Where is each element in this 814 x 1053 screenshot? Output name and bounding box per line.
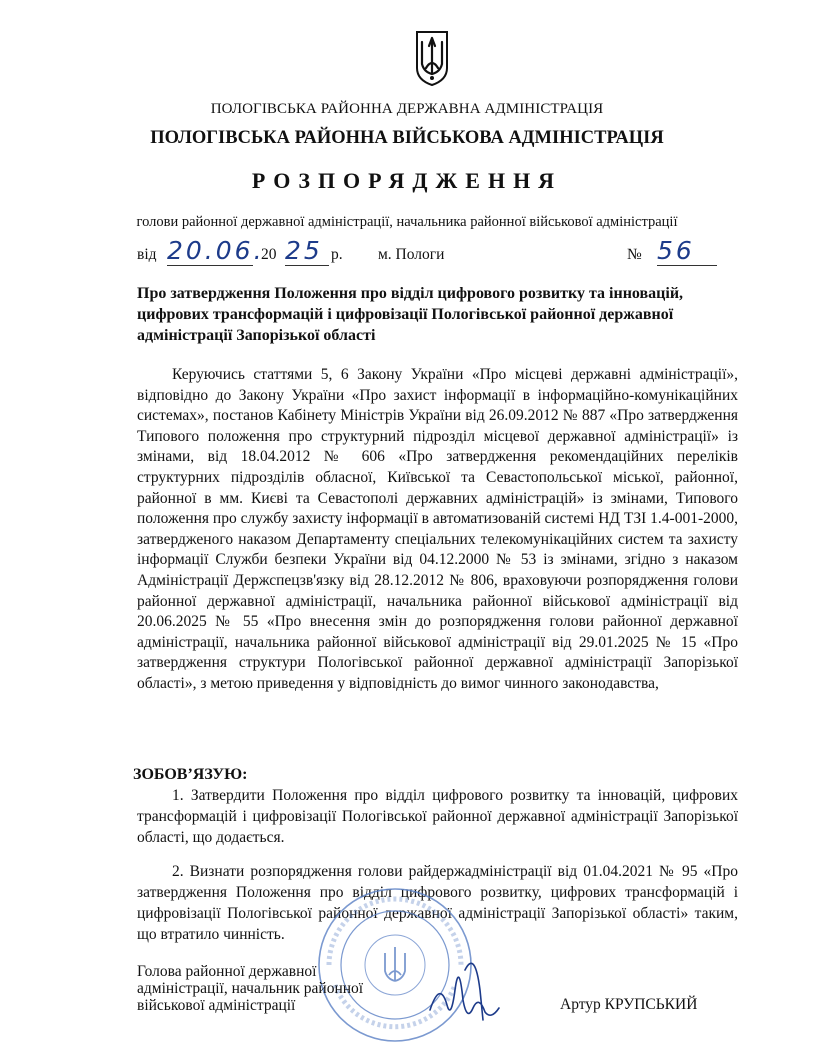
date-from-label: від: [137, 246, 157, 263]
trident-emblem-icon: [412, 28, 452, 88]
order-item-2: 2. Визнати розпорядження голови райдержадміністрації від 01.04.2021 № 95 «Про затвердження Положення про відділ цифрового розвитку, цифрових трансформацій і цифровізації Пологівської районної державної адміністрації Запорізької області» таким, що втратило чинність.: [137, 863, 738, 943]
signatory-position: [137, 963, 363, 1014]
document-heading: Про затвердження Положення про відділ цифрового розвитку та інновацій, цифрових трансформацій і цифровізації Пологівської районної державної адміністрації Запорізької області: [137, 285, 684, 344]
obligate-label: ЗОБОВ’ЯЗУЮ:: [133, 766, 248, 783]
signatory-name: Артур КРУПСЬКИЙ: [560, 996, 698, 1013]
preamble-paragraph: Керуючись статтями 5, 6 Закону України «Про місцеві державні адміністрації», відповідно до Закону України «Про захист інформації в інформаційно-комунікаційних системах», постанов Кабінету Міністрів України від 26.09.2012 № 887 «Про затвердження Типового положення про структурний підрозділ місцевої державної адміністрації» із змінами, від 18.04.2012 № 606 «Про затвердження рекомендаційних переліків структурних підрозділів обласної, Київської та Севастопольської міської, районної, районної в мм. Києві та Севастополі державних адміністрацій» із змінами, Типового положення про службу захисту інформації в автоматизованій системі НД ТЗІ 1.4-001-2000, затвердженого наказом Департаменту спеціальних телекомунікаційних систем та захисту інформації Служби безпеки України від 04.12.2000 № 53 із змінами, згідно з наказом Адміністрації Держспецзв'язку від 28.12.2012 № 806, враховуючи розпорядження голови районної державної адміністрації, начальника районної військової адміністрації від 20.06.2025 № 55 «Про внесення змін до розпорядження голови районної державної адміністрації, начальника районної військової адміністрації від 29.01.2025 № 15 «Про затвердження структури Пологівської районної державної адміністрації Запорізької області», з метою приведення у відповідність до вимог чинного законодавства,: [137, 366, 738, 692]
date-number-line: [137, 238, 727, 268]
handwritten-number: 56: [657, 236, 717, 266]
handwritten-signature-icon: [425, 950, 545, 1030]
handwritten-year: 25: [285, 236, 329, 266]
year-prefix: 20: [261, 246, 277, 263]
handwritten-date: 20.06.: [167, 236, 265, 265]
issuer-line: голови районної державної адміністрації, начальника районної військової адміністрації: [136, 214, 678, 230]
order-item-1: 1. Затвердити Положення про відділ цифрового розвитку та інновацій, цифрових трансформацій і цифровізації Пологівської районної державної адміністрації Запорізької області, що додається.: [137, 787, 738, 846]
place-name: м. Пологи: [378, 246, 445, 263]
position-line-1: Голова районної державної: [137, 963, 317, 980]
position-line-3: військової адміністрації: [137, 997, 296, 1014]
org-military-header: ПОЛОГІВСЬКА РАЙОННА ВІЙСЬКОВА АДМІНІСТРАЦІЯ: [150, 128, 664, 148]
org-state-header: ПОЛОГІВСЬКА РАЙОННА ДЕРЖАВНА АДМІНІСТРАЦІЯ: [210, 101, 604, 117]
year-suffix: р.: [331, 246, 343, 263]
position-line-2: адміністрації, начальник районної: [137, 980, 364, 997]
document-type-title: РОЗПОРЯДЖЕННЯ: [251, 168, 563, 193]
number-label: №: [627, 246, 642, 263]
